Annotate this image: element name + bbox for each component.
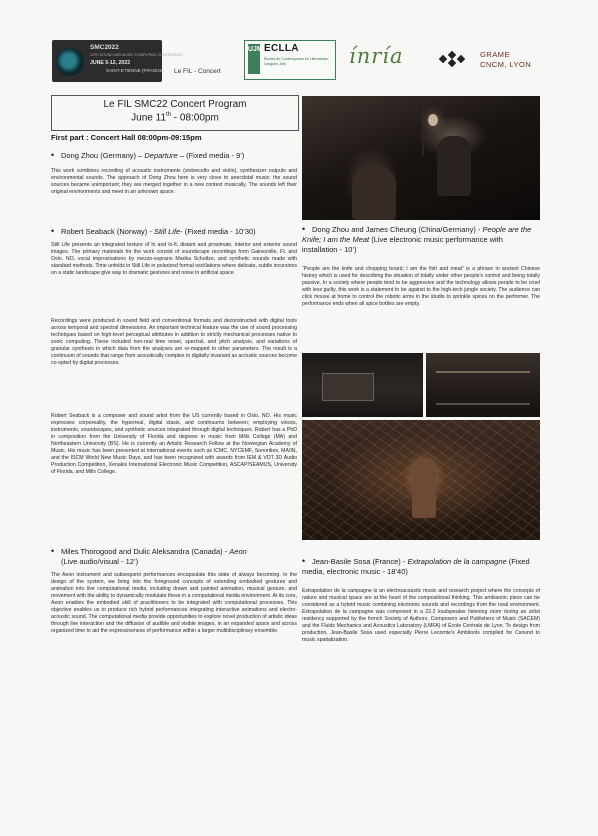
program-date-suffix: - 08:00pm <box>171 112 219 124</box>
piece-info: (Live electronic music performance with installation - 10’) <box>302 235 503 254</box>
piece-description: Extrapolation de la campagne is an electroacoustic music and research project where the concepts of nature and musical space are at the heart of the compositional thinking. This ambisonic piece can be considered as a hybrid music combining electronic sounds and recordings from the rural environment. Extrapolation de la campagne was composed in a 22.2 loudspeaker listening room during an artist residency supported by the french Society of Authors, Composers and Publishers of Music (SACEM) and the Fluids Mechanics and Acoustics Laboratory (LMFA) of École Centrale de Lyon. To design from production, Jean-Basile Sosa used especially Pierre Lecomte’s Ambitools compiled for Csound to music spatialization. <box>302 588 540 644</box>
program-title: Le FIL SMC22 Concert Program <box>103 99 247 110</box>
smc-logo-place: SAINT-ETIENNE (FRANCE) <box>106 68 164 73</box>
smc-logo-title: SMC2022 <box>90 44 119 51</box>
piece-title: Departure <box>144 151 178 160</box>
grame-logo-text <box>480 50 531 69</box>
performance-photo-dong-zhou <box>302 96 540 220</box>
piece-info: - (Fixed media - 10’30) <box>180 227 256 236</box>
bullet-icon: • <box>302 224 306 234</box>
piece-heading <box>51 546 297 567</box>
grame-line2: CNCM, LYON <box>480 59 532 69</box>
smc-orb-icon <box>56 48 84 76</box>
piece-heading <box>51 150 244 161</box>
piece-info: (Fixed media, electronic music - 18’40) <box>302 557 530 576</box>
piece-composer: Robert Seaback (Norway) - <box>61 227 154 236</box>
piece-info: – (Fixed media - 9’) <box>177 151 245 160</box>
installation-photo-right <box>426 353 540 417</box>
piece-description: This work combines recording of acoustic instruments (violoncello and violin), synthesizer outputs and environmental sounds. The approach of Dong Zhou here is very close to anecdotal music: the sound sources became unimportant; they are merged together in a new context musically. The sounds left their original environments and meet in an unknown space. <box>51 168 297 196</box>
piece-heading <box>302 556 540 577</box>
page-header <box>52 36 552 82</box>
piece-title: Still Life <box>153 227 181 236</box>
piece-info: (Live audio/visual - 12’) <box>61 557 139 566</box>
bullet-icon: • <box>51 546 55 556</box>
piece-title: Aeon <box>229 547 247 556</box>
grame-logo-icon <box>438 50 468 68</box>
part-heading: First part : Concert Hall 08:00pm-09:15pm <box>51 133 202 142</box>
smc-logo-subtitle: 19TH SOUND AND MUSIC COMPUTING CONFERENCE <box>90 53 183 57</box>
eclla-name: ECLLA <box>264 43 299 54</box>
program-title-box <box>51 95 299 131</box>
piece-composer: Miles Thorogood and Dulic Aleksandra (Canada) - <box>61 547 230 556</box>
piece-heading <box>302 224 540 255</box>
piece-heading <box>51 226 256 237</box>
smc2022-logo <box>52 40 183 82</box>
eclla-logo <box>244 40 336 80</box>
eclla-subtitle: Études du Contemporain en Littératures, Langues, Arts <box>264 57 329 66</box>
inria-logo: ínría <box>349 44 404 68</box>
piece-composer: Dong Zhou and James Cheung (China/Germany) - <box>312 225 483 234</box>
bullet-icon: • <box>51 150 55 160</box>
program-date-sup: th <box>166 112 172 118</box>
smc-logo-dates: JUNE 5-12, 2022 <box>90 60 131 66</box>
piece-title: Extrapolation de la campagne <box>407 557 507 566</box>
piece-description: The Aeon instrument and subsequent performances encapsulate this state of always becoming. In the design of the system, we bring into the foreground concepts of extending embodied gestures and animation into live computational media, including drawn and painted animation, musical gesture, and movement with the ability to dynamically modulate these in a computational media environment. At its core, Aeon enables the embodied skill of practitioners to be integrated with computational processes. This objective enables us to produce rich hybrid performances integrating interactive animations and electro-acoustic sound. The computational media provide opportunities to explore novel production of artistic ideas through live interaction and the diffusion of audible and visible images, in an expanded space and across organized time to aid the expressiveness of performance within a larger multidisciplinary ensemble. <box>51 572 297 635</box>
program-date-prefix: June 11 <box>131 112 166 124</box>
composer-bio: Robert Seaback is a composer and sound artist from the US currently based in Oslo, NO. His music expresses corporeality, the hyperreal, digital stasis, and continuums between; employing voices, instruments, soundscapes, and synthetic sources integrated through digital techniques. Robert has a PhD in composition from the University of Florida and degrees in music from Mills College (MA) and Northeastern University (BS). He is currently an Artistic Research Fellow at the Norwegian Academy of Music. His music has been presented at international events such as ICMC, NYCEMF, Sonorities, MA/IN, and the ISCM World New Music Days, and has been recognized with awards from IEM & VDT 3D Audio Production Competition, Xenakis International Electronic Music Competition, ASCAP/SEAMUS, University of Florida, and Mills College. <box>51 413 297 476</box>
bullet-icon: • <box>302 556 306 566</box>
piece-description: “People are the knife and chopping board; I am the fish and meat” is a phrase in ancient Chinese history which is used for describing the situation of totally under other people’s control and being totally passive. In a society where people tend to be aggressive and the technology allows people to be cruel with less guilty, this work is a statement to be against to the high-tech jungle society. The audience can click mouse at home to control the robotic arms in the studio to sprinkle spices on the performer. The performance ends when all spice bottles are empty. <box>302 266 540 308</box>
lamp-icon <box>428 114 438 126</box>
bullet-icon: • <box>51 226 55 236</box>
piece-description: Still Life presents an integrated texture of hi and lo-fi, distant and proximate, interior and exterior sound images. The primary materials for the work consist of soundscape recordings from Gainesville, FL and Oslo, NO, vocal improvisations by mezzo-soprano Marika Schultze, and synthetic sounds made with standard methods. Time unfolds in Still Life in polarized formal oscillations where delicate, subtle incursions on a static landscape give way to dramatic gestures and noise in artificial space. <box>51 242 297 277</box>
piece-composer: Jean-Basile Sosa (France) - <box>312 557 408 566</box>
piece-composer: Dong Zhou (Germany) – <box>61 151 145 160</box>
piece-description: Recordings were produced in sound field and conventional formats and deconstructed with digital tools across temporal and spectral dimensions. An important technical feature was the use of sound processing techniques based on high-level perceptual attributes in addition to strictly mechanical processes native to sonic computing. These included non-real time onset, spectral, and pitch analysis, and variations of granular synthesis in which data from the analyses are re-mapped to other parameters. The result is a continuum of sounds that range from acoustically complex to digitally invariant as acoustic sources become co-opted by digital processes. <box>51 318 297 367</box>
grame-line1: GRAME <box>480 50 510 59</box>
fil-concert-label: Le FIL - Concert <box>174 68 221 75</box>
performer-robotic-arms-photo <box>302 420 540 540</box>
ujm-mark-icon: UJM <box>248 44 260 74</box>
installation-photo-left <box>302 353 423 417</box>
program-date <box>52 112 298 123</box>
piece-title: People are the Knife; I am the Meat <box>302 225 532 244</box>
